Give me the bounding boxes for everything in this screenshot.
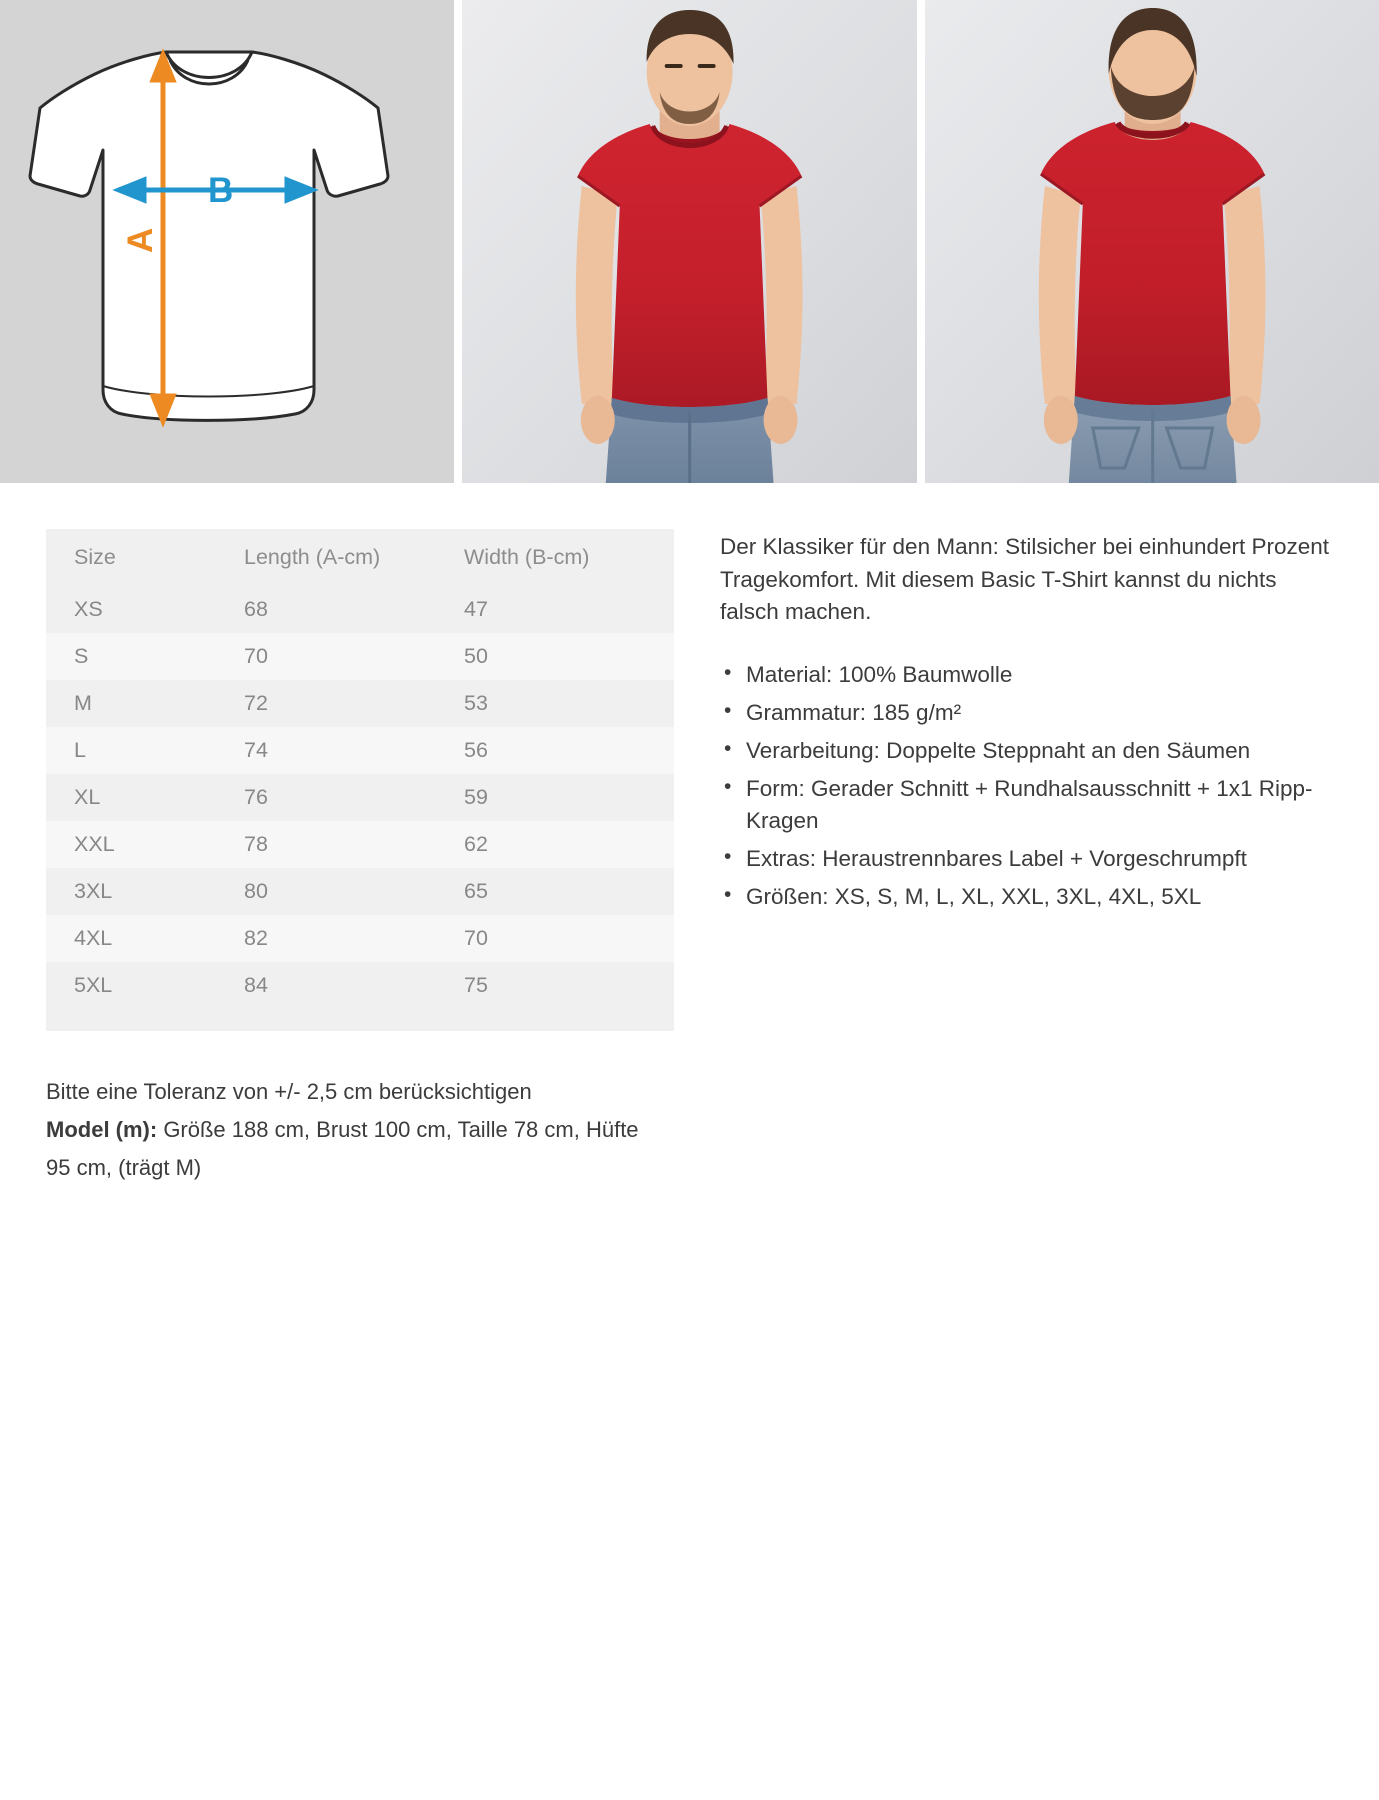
product-image-strip: [0, 0, 1379, 483]
cell-size: S: [74, 644, 89, 668]
list-item: • Verarbeitung: Doppelte Steppnaht an den Säumen: [720, 735, 1330, 767]
table-row: [46, 586, 674, 633]
model-front-illustration: [462, 0, 916, 483]
list-item: • Größen: XS, S, M, L, XL, XXL, 3XL, 4XL, 5XL: [720, 881, 1330, 913]
cell-length: 76: [244, 785, 268, 809]
cell-size: 3XL: [74, 879, 113, 903]
table-header-row: [46, 529, 674, 586]
description-intro: Der Klassiker für den Mann: Stilsicher bei einhundert Prozent Tragekomfort. Mit diesem Basic T-Shirt kannst du nichts falsch machen.: [720, 534, 1330, 625]
cell-size: L: [74, 738, 86, 762]
diagram-label-a: A: [121, 227, 160, 253]
cell-width: 50: [464, 644, 488, 668]
col-header-size: Size: [74, 545, 116, 569]
cell-length: 72: [244, 691, 268, 715]
cell-length: 84: [244, 973, 268, 997]
tshirt-outline-icon: [0, 0, 454, 483]
description-column: [720, 529, 1330, 1186]
size-chart-column: [46, 529, 674, 1186]
cell-width: 65: [464, 879, 488, 903]
cell-length: 80: [244, 879, 268, 903]
table-row: [46, 680, 674, 727]
cell-width: 47: [464, 597, 488, 621]
diagram-label-b: B: [208, 171, 234, 210]
cell-width: 53: [464, 691, 488, 715]
model-back-photo: [925, 0, 1379, 483]
cell-size: M: [74, 691, 92, 715]
tolerance-note: [46, 1073, 666, 1186]
col-header-width: Width (B-cm): [464, 545, 590, 569]
table-row: [46, 727, 674, 774]
cell-width: 62: [464, 832, 488, 856]
list-item: • Grammatur: 185 g/m²: [720, 697, 1330, 729]
cell-size: 5XL: [74, 973, 113, 997]
list-item: • Material: 100% Baumwolle: [720, 659, 1330, 691]
cell-length: 74: [244, 738, 268, 762]
table-row: [46, 774, 674, 821]
table-row: [46, 821, 674, 868]
list-item: • Form: Gerader Schnitt + Rundhalsausschnitt + 1x1 Ripp-Kragen: [720, 773, 1330, 837]
table-row: [46, 962, 674, 1009]
cell-length: 78: [244, 832, 268, 856]
cell-length: 82: [244, 926, 268, 950]
model-back-illustration: [925, 0, 1379, 483]
cell-length: 70: [244, 644, 268, 668]
cell-width: 70: [464, 926, 488, 950]
model-label: Model (m):: [46, 1116, 158, 1142]
table-row: [46, 868, 674, 915]
cell-size: XXL: [74, 832, 115, 856]
model-front-photo: [462, 0, 916, 483]
table-row: [46, 633, 674, 680]
feature-list: [720, 659, 1330, 913]
table-footer-spacer: [46, 1009, 674, 1031]
cell-width: 59: [464, 785, 488, 809]
list-item: • Extras: Heraustrennbares Label + Vorgeschrumpft: [720, 843, 1330, 875]
cell-length: 68: [244, 597, 268, 621]
size-chart-table: [46, 529, 674, 1031]
cell-size: XS: [74, 597, 103, 621]
cell-size: 4XL: [74, 926, 113, 950]
model-measurements: Größe 188 cm, Brust 100 cm, Taille 78 cm, Hüfte 95 cm, (trägt M): [46, 1116, 639, 1180]
tolerance-line: Bitte eine Toleranz von +/- 2,5 cm berücksichtigen: [46, 1079, 532, 1104]
cell-size: XL: [74, 785, 101, 809]
size-diagram-panel: [0, 0, 454, 483]
cell-width: 75: [464, 973, 488, 997]
col-header-length: Length (A-cm): [244, 545, 381, 569]
cell-width: 56: [464, 738, 488, 762]
product-details: [0, 483, 1379, 1186]
model-line: [46, 1111, 666, 1187]
table-row: [46, 915, 674, 962]
